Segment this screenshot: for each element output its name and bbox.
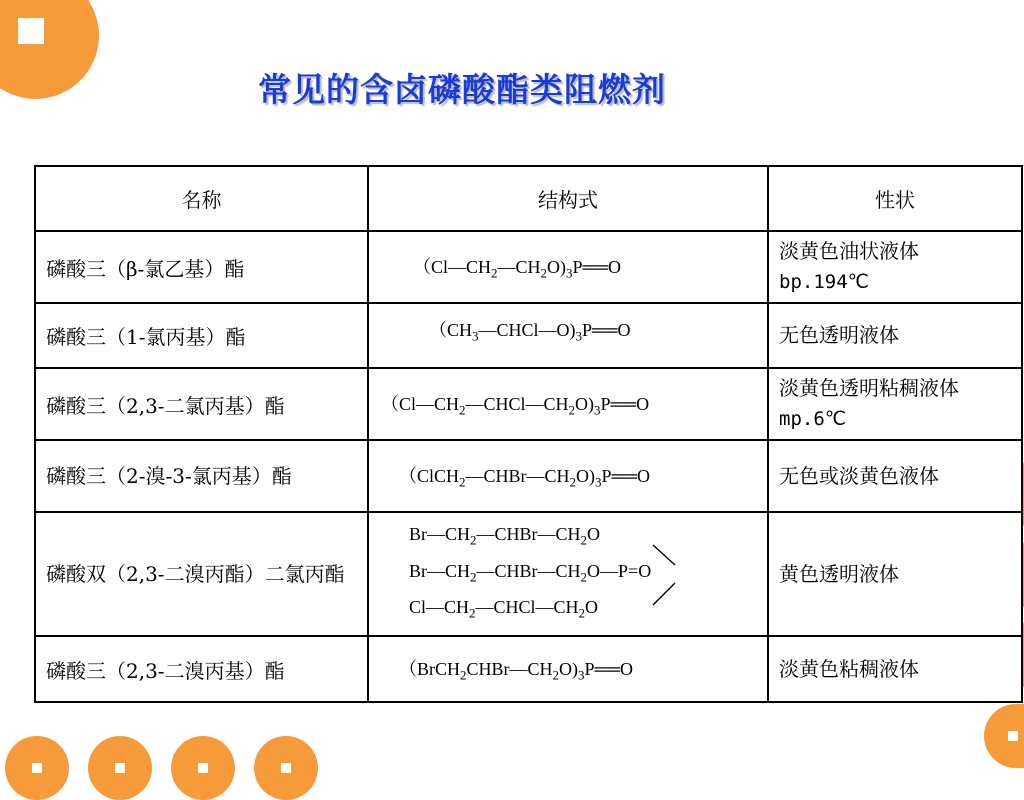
structure-formula: $(ClCH_2—CHBr—CH_2O)_3P══O$ <box>368 440 768 512</box>
formula-line-2: $Br—CH_2—CHBr—CH_2O—P=O$ <box>409 560 652 585</box>
decor-circle-bottom-3 <box>171 736 235 800</box>
compound-name: 磷酸三（2,3-二溴丙基）酯 <box>35 636 368 702</box>
compound-name: 磷酸三（2-溴-3-氯丙基）酯 <box>35 440 368 512</box>
header-row <box>35 166 1022 231</box>
decor-circle-bottom-2 <box>88 736 152 800</box>
structure-formula: $(BrCH_2CHBr—CH_2O)_3P══O$ <box>368 636 768 702</box>
compound-name: 磷酸三（β-氯乙基）酯 <box>35 231 368 303</box>
header-structure: 结构式 <box>368 166 768 231</box>
compound-properties: 淡黄色粘稠液体 <box>768 636 1022 702</box>
compound-name: 磷酸三（1-氯丙基）酯 <box>35 303 368 368</box>
table-row <box>35 512 1022 636</box>
decor-circle-top-left <box>0 0 99 99</box>
page-title: 常见的含卤磷酸酯类阻燃剂 <box>258 70 666 109</box>
compound-properties: 无色或淡黄色液体 <box>768 440 1022 512</box>
table-row <box>35 231 1022 303</box>
table-row <box>35 303 1022 368</box>
formula-line-3: $Cl—CH_2—CHCl—CH_2O$ <box>409 597 599 621</box>
compound-name: 磷酸双（2,3-二溴丙酯）二氯丙酯 <box>35 512 368 636</box>
structure-formula: $(Cl—CH_2—CH_2O)_3P══O$ <box>368 231 768 303</box>
header-name: 名称 <box>35 166 368 231</box>
bond-lines <box>651 523 691 623</box>
table-row <box>35 636 1022 702</box>
decor-circle-right-4 <box>984 704 1024 768</box>
compound-properties: 淡黄色油状液体 bp.194℃ <box>768 231 1022 303</box>
structure-formula: $(CH_3—CHCl—O)_3P══O$ <box>368 303 768 368</box>
flame-retardant-table <box>34 165 1023 703</box>
header-properties: 性状 <box>768 166 1022 231</box>
decor-circle-bottom-4 <box>254 736 318 800</box>
compound-name: 磷酸三（2,3-二氯丙基）酯 <box>35 368 368 440</box>
decor-circle-bottom-1 <box>5 736 69 800</box>
structure-formula <box>368 512 768 636</box>
table-row <box>35 368 1022 440</box>
compound-properties: 黄色透明液体 <box>768 512 1022 636</box>
structure-formula: $(Cl—CH_2—CHCl—CH_2O)_3P══O$ <box>368 368 768 440</box>
compound-properties: 无色透明液体 <box>768 303 1022 368</box>
compound-properties: 淡黄色透明粘稠液体 mp.6℃ <box>768 368 1022 440</box>
formula-line-1: $Br—CH_2—CHBr—CH_2O$ <box>409 524 601 548</box>
table-row <box>35 440 1022 512</box>
